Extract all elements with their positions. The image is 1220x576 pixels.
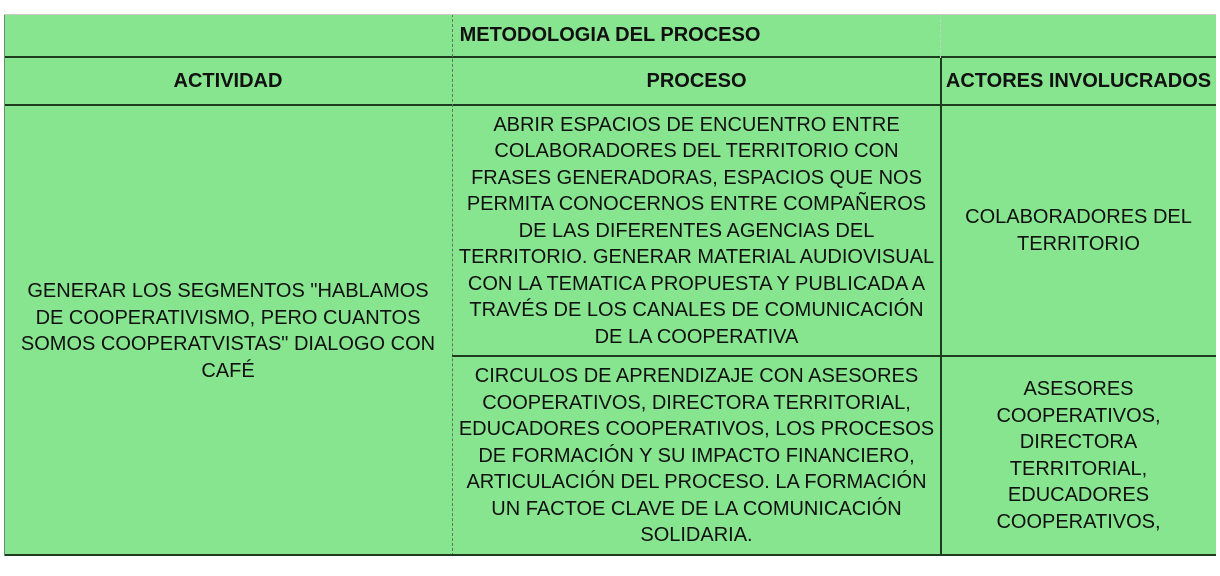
table-bottom-border bbox=[4, 554, 1216, 556]
process-cell-1[interactable]: ABRIR ESPACIOS DE ENCUENTRO ENTRE COLABORADORES DEL TERRITORIO CON FRASES GENERADORAS, ESPACIOS QUE NOS PERMITA CONOCERNOS ENTRE COMPAÑEROS DE LAS DIFERENTES AGENCIAS DEL TERRITORIO. GENERAR MATERIAL AUDIOVISUAL CON LA TEMATICA PROPUESTA Y PUBLICADA A TRAVÉS DE LOS CANALES DE COMUNICACIÓN DE LA COOPERATIVA bbox=[458, 113, 935, 348]
header-actores[interactable]: ACTORES INVOLUCRADOS bbox=[941, 58, 1216, 106]
process-cell-2[interactable]: CIRCULOS DE APRENDIZAJE CON ASESORES COOPERATIVOS, DIRECTORA TERRITORIAL, EDUCADORES COOPERATIVOS, LOS PROCESOS DE FORMACIÓN Y SU IMPACTO FINANCIERO, ARTICULACIÓN DEL PROCESO. LA FORMACIÓN UN FACTOE CLAVE DE LA COMUNICACIÓN SOLIDARIA. bbox=[458, 365, 935, 547]
header-proceso[interactable]: PROCESO bbox=[452, 58, 941, 106]
row-divider bbox=[452, 355, 1216, 357]
activity-cell[interactable]: GENERAR LOS SEGMENTOS "HABLAMOS DE COOPERATIVISMO, PERO CUANTOS SOMOS COOPERATVISTAS" DIALOGO CON CAFÉ bbox=[20, 280, 436, 382]
column-divider-1 bbox=[452, 14, 453, 556]
table-top-border bbox=[4, 14, 1216, 15]
column-divider-2 bbox=[940, 58, 942, 556]
table-left-border bbox=[4, 14, 5, 556]
table-title[interactable]: METODOLOGIA DEL PROCESO bbox=[4, 14, 1216, 58]
column-divider-3 bbox=[940, 14, 941, 58]
header-actividad[interactable]: ACTIVIDAD bbox=[4, 58, 452, 106]
methodology-table bbox=[4, 14, 1216, 556]
actors-cell-1[interactable]: COLABORADORES DEL TERRITORIO bbox=[965, 206, 1192, 255]
actors-cell-2[interactable]: ASESORES COOPERATIVOS, DIRECTORA TERRITORIAL, EDUCADORES COOPERATIVOS, bbox=[996, 378, 1161, 533]
